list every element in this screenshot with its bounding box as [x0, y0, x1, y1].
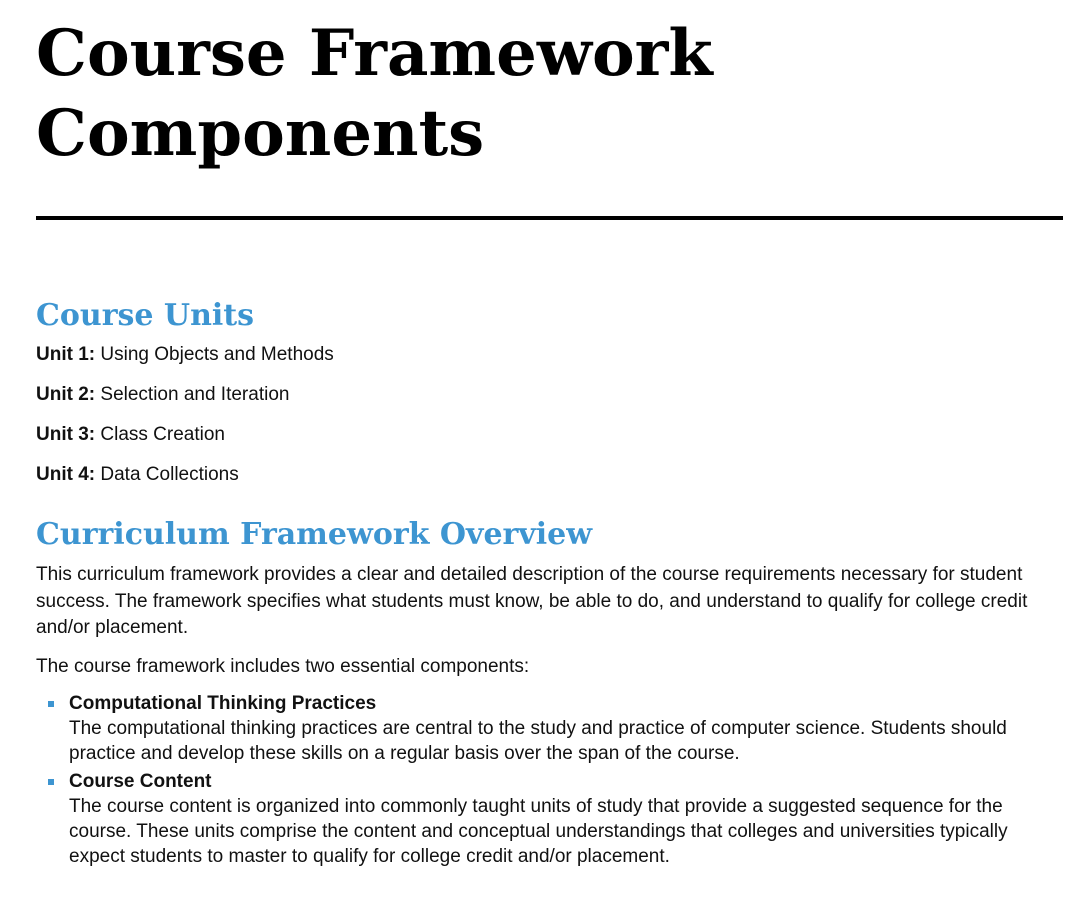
component-title: Computational Thinking Practices — [69, 693, 377, 714]
component-item — [36, 692, 1063, 766]
unit-name: Data Collections — [100, 464, 239, 485]
unit-item — [36, 462, 334, 502]
unit-list — [36, 342, 334, 502]
unit-item — [36, 342, 334, 382]
page-title-line-2: Components — [36, 96, 485, 171]
framework-overview-heading: Curriculum Framework Overview — [36, 517, 593, 552]
title-divider — [36, 216, 1063, 220]
overview-paragraph: This curriculum framework provides a clear and detailed description of the course requirements necessary for student success. The framework specifies what students must know, be able to do, and understand to qualify for college credit and/or placement. — [36, 564, 1028, 638]
square-bullet-icon — [48, 779, 54, 785]
unit-name: Selection and Iteration — [100, 384, 290, 405]
overview-body — [36, 562, 1063, 873]
component-title: Course Content — [69, 771, 212, 792]
course-units-heading: Course Units — [36, 298, 255, 333]
page-title — [36, 0, 1063, 174]
component-description: The computational thinking practices are central to the study and practice of computer science. Students should practice and develop these skills on a regular basis over the span of the course. — [69, 718, 1007, 764]
components-intro: The course framework includes two essential components: — [36, 655, 530, 677]
components-list — [36, 692, 1063, 869]
unit-number: Unit 3: — [36, 424, 96, 445]
square-bullet-icon — [48, 701, 54, 707]
unit-item — [36, 382, 334, 422]
unit-number: Unit 4: — [36, 464, 96, 485]
component-description: The course content is organized into commonly taught units of study that provide a suggested sequence for the course. These units comprise the content and conceptual understandings that colleges and universities typically expect students to master to qualify for college credit and/or placement. — [69, 796, 1008, 867]
unit-number: Unit 1: — [36, 344, 96, 365]
component-item — [36, 770, 1063, 869]
unit-name: Using Objects and Methods — [100, 344, 334, 365]
unit-number: Unit 2: — [36, 384, 96, 405]
unit-item — [36, 422, 334, 462]
document-page — [36, 0, 1063, 867]
unit-name: Class Creation — [100, 424, 225, 445]
page-title-line-1: Course Framework — [36, 16, 713, 91]
